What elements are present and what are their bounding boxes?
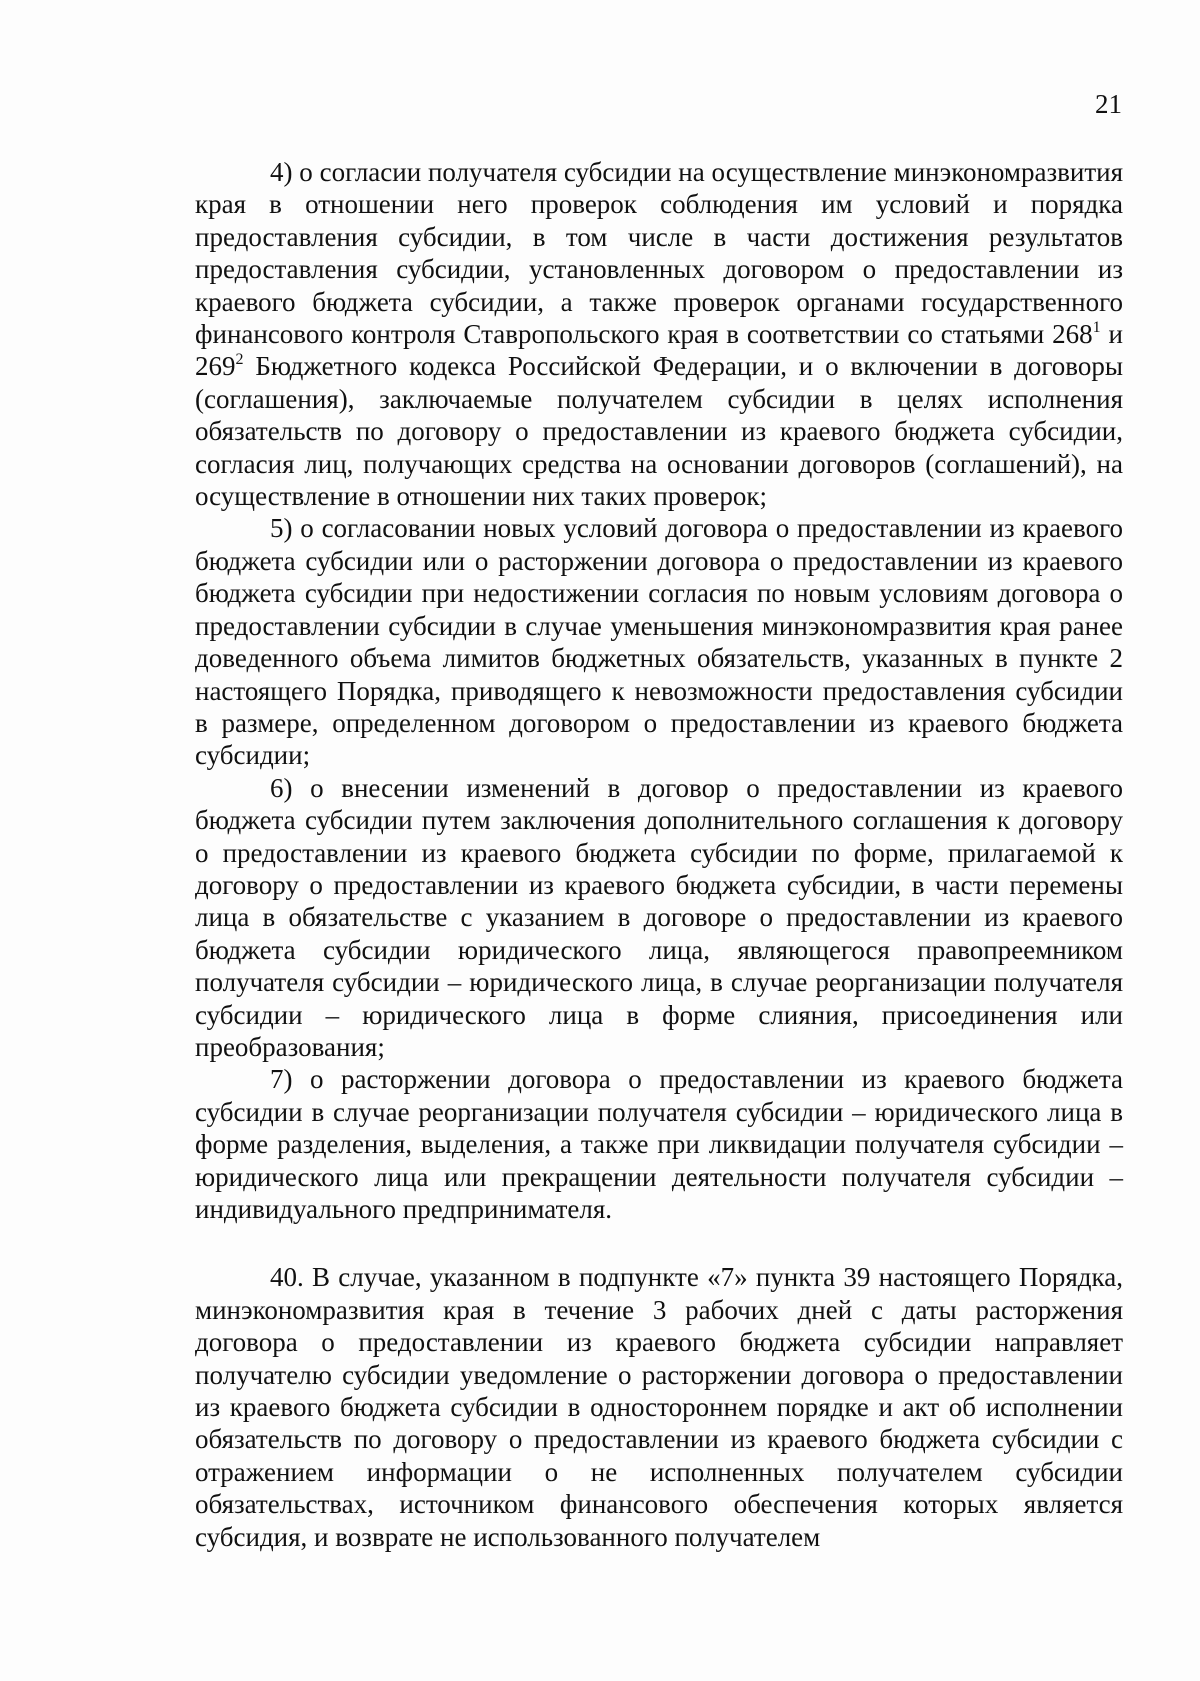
paragraph-item-4-text-part2: и 269 [195, 319, 1123, 382]
paragraph-item-4 [195, 156, 1123, 512]
paragraph-item-4-text-part1: 4) о согласии получателя субсидии на осуществление минэкономразвития края в отношении него проверок соблюдения им условий и порядка предоставления субсидии, в том числе в части достижения результатов предоставления субсидии, установленных договором о предоставлении из краевого бюджета субсидии, а также проверок органами государственного финансового контроля Ставропольского края в соответствии со статьями 268 [195, 157, 1123, 350]
paragraph-item-6: 6) о внесении изменений в договор о предоставлении из краевого бюджета субсидии путем заключения дополнительного соглашения к договору о предоставлении из краевого бюджета субсидии по форме, прилагаемой к договору о предоставлении из краевого бюджета субсидии, в части перемены лица в обязательстве с указанием в договоре о предоставлении из краевого бюджета субсидии юридического лица, являющегося правопреемником получателя субсидии – юридического лица, в случае реорганизации получателя субсидии – юридического лица в форме слияния, присоединения или преобразования; [195, 772, 1123, 1062]
paragraph-40: 40. В случае, указанном в подпункте «7» пункта 39 настоящего Порядка, минэкономразвития края в течение 3 рабочих дней с даты расторжения договора о предоставлении из краевого бюджета субсидии направляет получателю субсидии уведомление о расторжении договора о предоставлении из краевого бюджета субсидии в одностороннем порядке и акт об исполнении обязательств по договору о предоставлении из краевого бюджета субсидии с отражением информации о не исполненных получателем субсидии обязательствах, источником финансового обеспечения которых является субсидия, и возврате не использованного получателем [195, 1262, 1123, 1552]
paragraph-item-5: 5) о согласовании новых условий договора о предоставлении из краевого бюджета субсидии или о расторжении договора о предоставлении из краевого бюджета субсидии при недостижении согласия по новым условиям договора о предоставлении субсидии в случае уменьшения минэкономразвития края ранее доведенного объема лимитов бюджетных обязательств, указанных в пункте 2 настоящего Порядка, приводящего к невозможности предоставления субсидии в размере, определенном договором о предоставлении из краевого бюджета субсидии; [195, 513, 1123, 771]
superscript-2: 2 [235, 351, 244, 369]
paragraph-item-7: 7) о расторжении договора о предоставлении из краевого бюджета субсидии в случае реорганизации получателя субсидии – юридического лица в форме разделения, выделения, а также при ликвидации получателя субсидии – юридического лица или прекращении деятельности получателя субсидии – индивидуального предпринимателя. [195, 1064, 1123, 1224]
page-number: 21 [1095, 89, 1122, 119]
document-body [195, 156, 1123, 1553]
superscript-1: 1 [1092, 319, 1101, 337]
paragraph-item-4-text-part3: Бюджетного кодекса Российской Федерации, и о включении в договоры (соглашения), заключаемые получателем субсидии в целях исполнения обязательств по договору о предоставлении из краевого бюджета субсидии, согласия лиц, получающих средства на основании договоров (соглашений), на осуществление в отношении них таких проверок; [195, 351, 1123, 512]
